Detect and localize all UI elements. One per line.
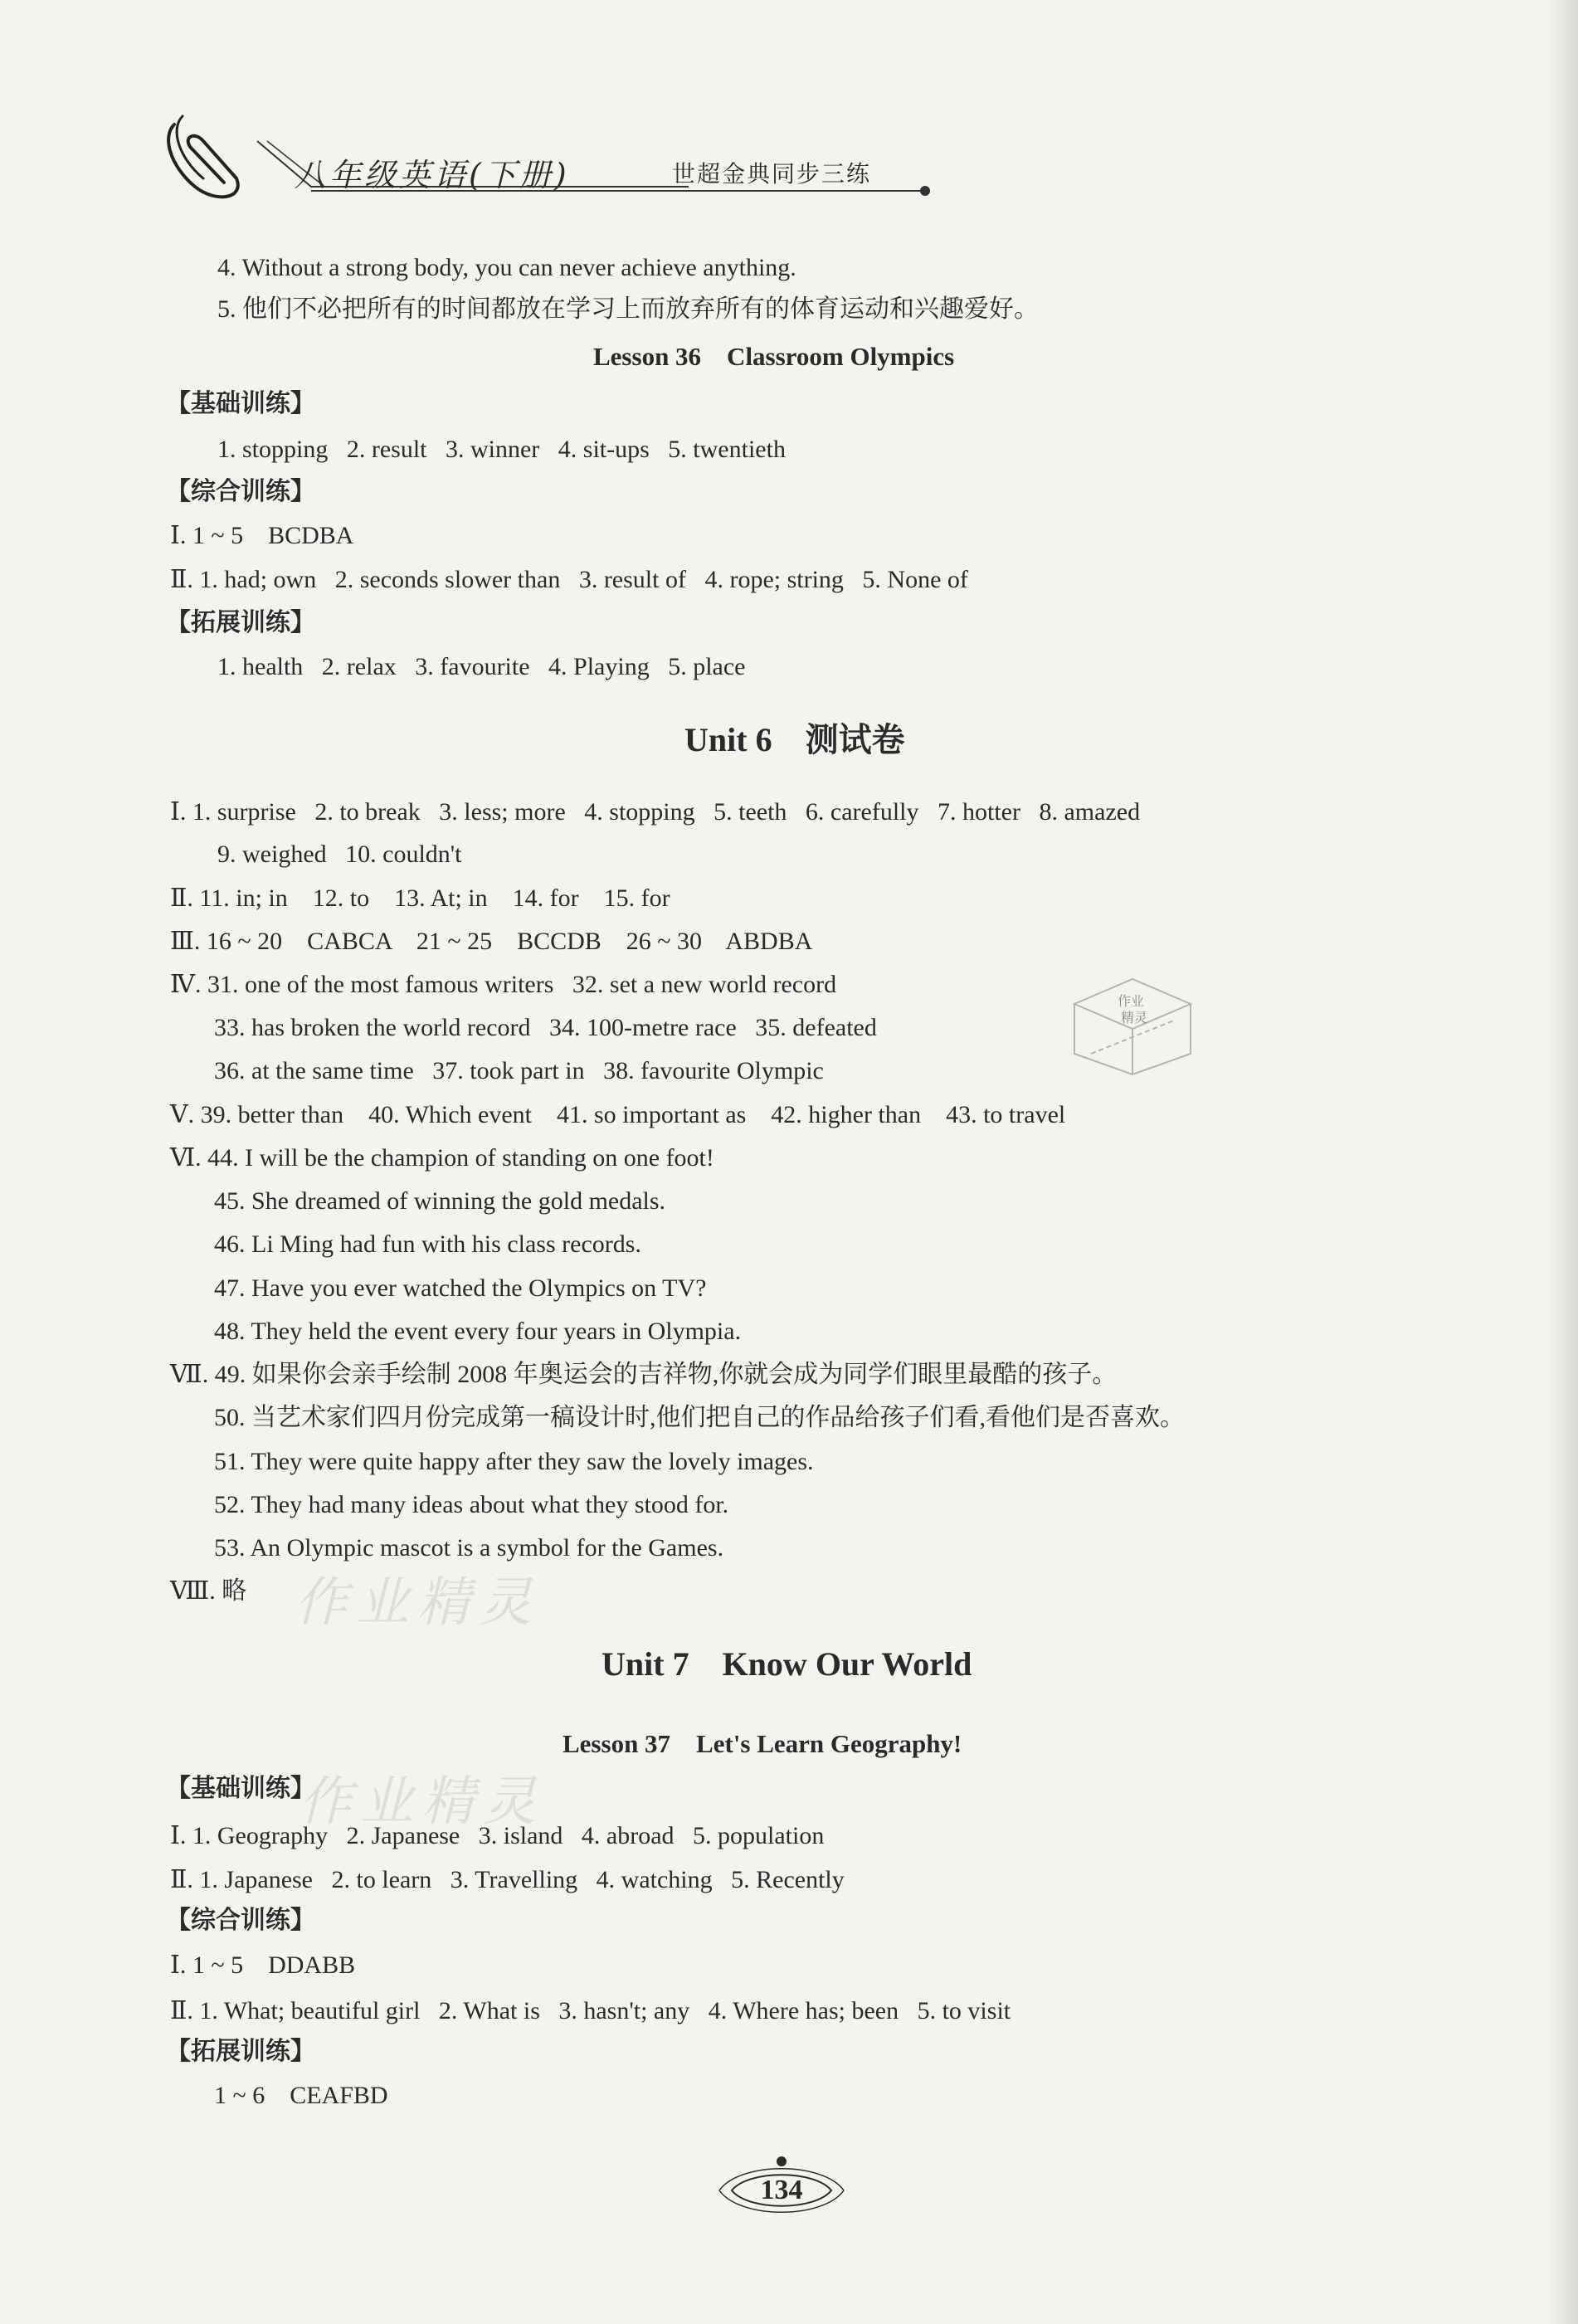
answer-line: 4. Without a strong body, you can never achieve anything.	[217, 254, 796, 281]
answer-line: 1 ~ 6 CEAFBD	[214, 2082, 388, 2109]
answer-line: Ⅰ. 1 ~ 5 BCDBA	[170, 522, 354, 549]
stamp-text: 精灵	[1120, 1010, 1148, 1026]
page-number-badge	[715, 2153, 848, 2219]
answer-line: Ⅴ. 39. better than 40. Which event 41. so important as 42. higher than 43. to travel	[170, 1101, 1066, 1128]
answer-line: 1. stopping 2. result 3. winner 4. sit-ups 5. twentieth	[217, 436, 786, 463]
section-heading: 【拓展训练】	[166, 608, 315, 637]
answer-line: Ⅷ. 略	[170, 1577, 247, 1605]
section-heading: 【拓展训练】	[166, 2037, 315, 2066]
answer-line: Ⅱ. 1. had; own 2. seconds slower than 3. result of 4. rope; string 5. None of	[170, 566, 968, 593]
page-header	[158, 108, 954, 207]
answer-line: 5. 他们不必把所有的时间都放在学习上而放弃所有的体育运动和兴趣爱好。	[217, 295, 1039, 323]
answer-line: 9. weighed 10. couldn't	[217, 840, 462, 868]
answer-line: Ⅲ. 16 ~ 20 CABCA 21 ~ 25 BCCDB 26 ~ 30 ABDBA	[170, 928, 813, 955]
series-title: 世超金典同步三练	[672, 160, 872, 188]
answer-line: 50. 当艺术家们四月份完成第一稿设计时,他们把自己的作品给孩子们看,看他们是否喜欢。	[214, 1404, 1185, 1431]
lesson-36-title: Lesson 36 Classroom Olympics	[593, 342, 955, 371]
section-heading: 【综合训练】	[166, 477, 315, 506]
answer-line: 47. Have you ever watched the Olympics on TV?	[214, 1274, 707, 1302]
answer-line: Ⅱ. 11. in; in 12. to 13. At; in 14. for 15. for	[170, 884, 670, 912]
answer-line: 46. Li Ming had fun with his class records.	[214, 1230, 641, 1258]
answer-line: Ⅰ. 1. surprise 2. to break 3. less; more 4. stopping 5. teeth 6. carefully 7. hotter 8. amazed	[170, 798, 1141, 826]
answer-line: 36. at the same time 37. took part in 38. favourite Olympic	[214, 1057, 824, 1084]
watermark: 作业精灵	[299, 1771, 544, 1833]
watermark: 作业精灵	[295, 1572, 540, 1634]
stamp-logo	[1066, 971, 1199, 1079]
answer-line: 53. An Olympic mascot is a symbol for the Games.	[214, 1534, 724, 1562]
answer-line: 45. She dreamed of winning the gold medals.	[214, 1187, 666, 1215]
answer-line: Ⅰ. 1. Geography 2. Japanese 3. island 4. abroad 5. population	[170, 1822, 825, 1849]
page-edge	[1545, 0, 1578, 2324]
unit-6-title: Unit 6 测试卷	[684, 721, 905, 758]
answer-line: 1. health 2. relax 3. favourite 4. Playing 5. place	[217, 653, 746, 680]
stamp-text: 作业	[1117, 993, 1145, 1009]
section-heading: 【基础训练】	[166, 1774, 315, 1803]
answer-line: Ⅱ. 1. What; beautiful girl 2. What is 3. hasn't; any 4. Where has; been 5. to visit	[170, 1997, 1011, 2024]
page-number: 134	[760, 2175, 803, 2205]
answer-line: 33. has broken the world record 34. 100-metre race 35. defeated	[214, 1014, 877, 1041]
lesson-37-title: Lesson 37 Let's Learn Geography!	[563, 1729, 962, 1758]
answer-line: Ⅰ. 1 ~ 5 DDABB	[170, 1951, 356, 1979]
answer-line: Ⅳ. 31. one of the most famous writers 32. set a new world record	[170, 971, 837, 998]
section-heading: 【基础训练】	[166, 389, 315, 418]
section-heading: 【综合训练】	[166, 1906, 315, 1935]
paperclip-icon	[158, 108, 274, 207]
answer-line: 51. They were quite happy after they saw the lovely images.	[214, 1448, 814, 1475]
answer-line: Ⅵ. 44. I will be the champion of standing on one foot!	[170, 1144, 714, 1172]
answer-line: 52. They had many ideas about what they stood for.	[214, 1491, 729, 1518]
unit-7-title: Unit 7 Know Our World	[601, 1645, 972, 1683]
book-title: 八年级英语(下册)	[295, 157, 570, 193]
answer-line: 48. They held the event every four years in Olympia.	[214, 1318, 742, 1345]
answer-line: Ⅶ. 49. 如果你会亲手绘制 2008 年奥运会的吉祥物,你就会成为同学们眼里最酷的孩子。	[170, 1361, 1118, 1388]
answer-line: Ⅱ. 1. Japanese 2. to learn 3. Travelling 4. watching 5. Recently	[170, 1866, 845, 1893]
